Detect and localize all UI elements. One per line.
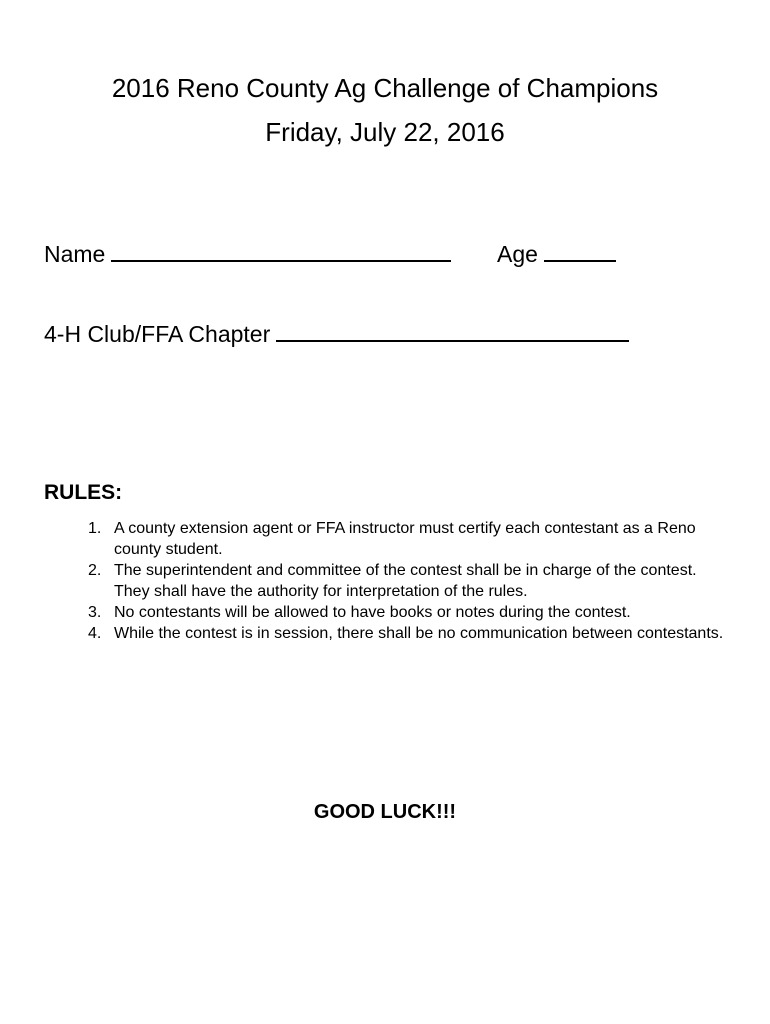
club-field [44,320,629,348]
page-title: 2016 Reno County Ag Challenge of Champions [111,73,659,103]
name-label: Name [44,241,106,267]
rule-text: No contestants will be allowed to have books or notes during the contest. [114,604,631,621]
rule-item [88,602,728,623]
event-date: Friday, July 22, 2016 [265,117,505,147]
age-field [497,240,616,268]
rule-text: The superintendent and committee of the contest shall be in charge of the contest. They shall have the authority for interpretation of the rules. [114,562,697,600]
rule-text: While the contest is in session, there shall be no communication between contestants. [114,625,724,642]
age-blank-line[interactable] [544,240,616,262]
club-label: 4-H Club/FFA Chapter [44,321,271,347]
rule-number: 1. [88,520,102,537]
rule-number: 4. [88,625,102,642]
rule-item [88,518,728,560]
name-blank-line[interactable] [111,240,451,262]
rules-list [88,518,728,644]
name-field [44,240,451,268]
rule-number: 2. [88,562,102,579]
rule-number: 3. [88,604,102,621]
club-blank-line[interactable] [276,320,629,342]
closing-message: GOOD LUCK!!! [313,801,457,823]
rules-heading: RULES: [44,481,123,504]
rule-text: A county extension agent or FFA instructor must certify each contestant as a Reno county student. [114,520,696,558]
rule-item [88,560,728,602]
rule-item [88,623,728,644]
age-label: Age [497,241,538,267]
